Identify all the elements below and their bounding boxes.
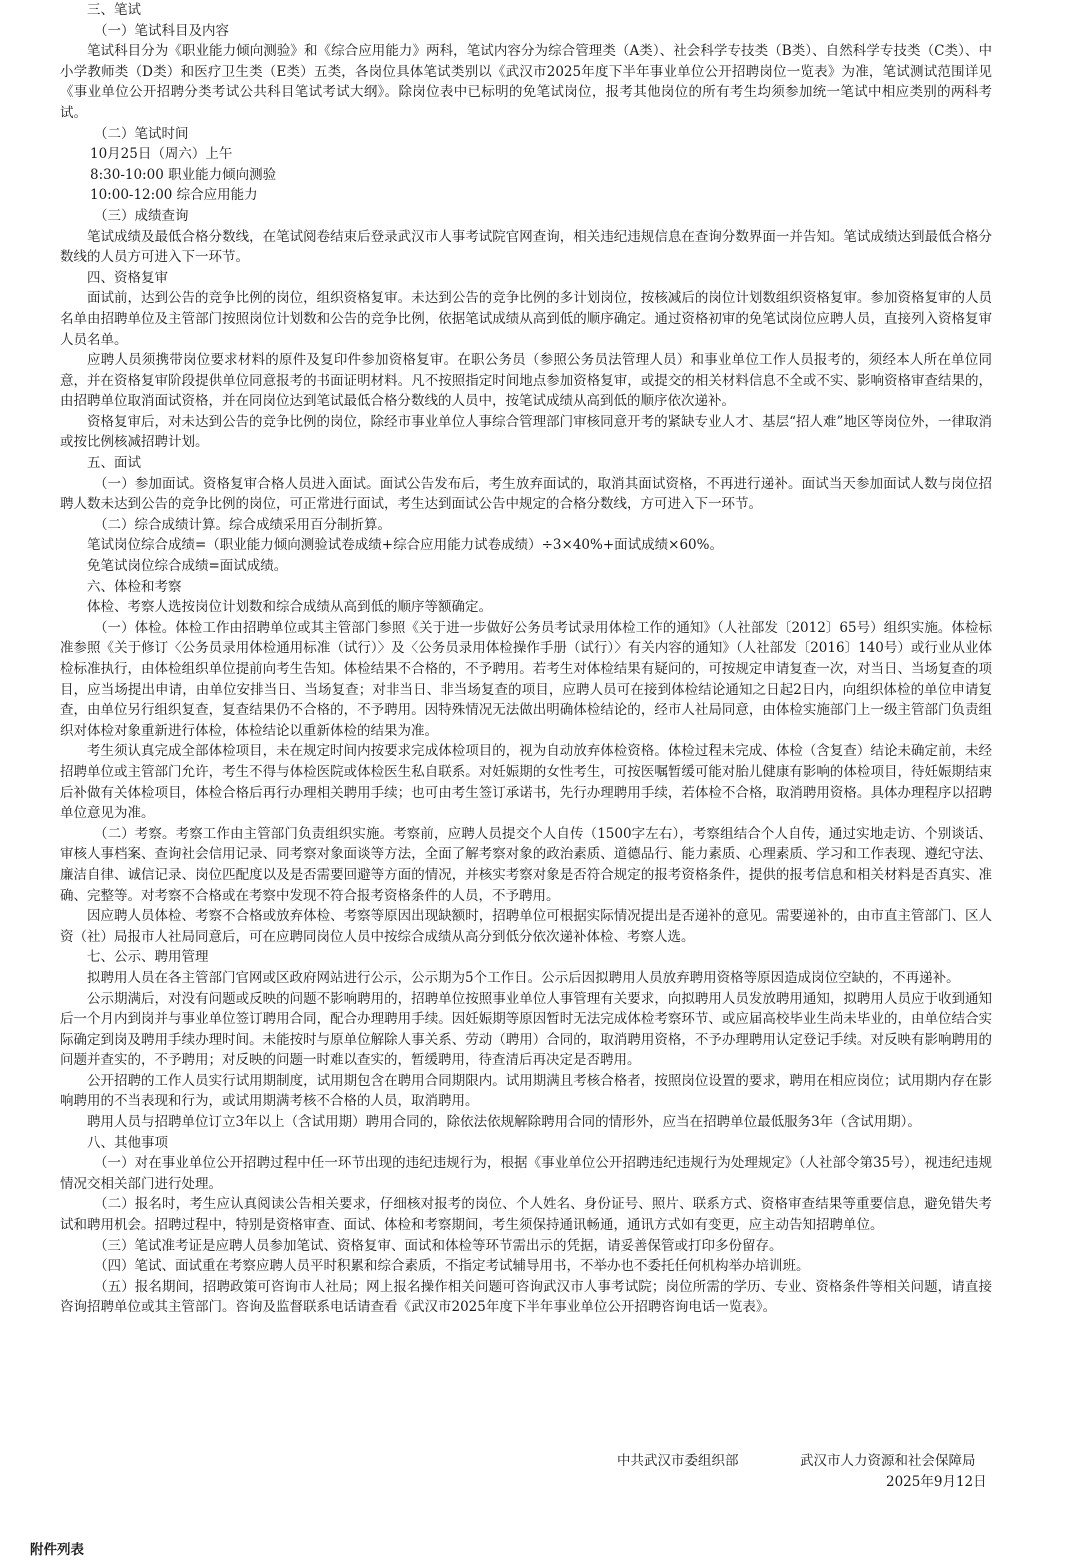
paragraph-service-term: 聘用人员与招聘单位订立3年以上（含试用期）聘用合同的，除依法依规解除聘用合同的情形外，应当在招聘单位最低服务3年（含试用期）。 — [87, 1114, 921, 1131]
paragraph-other-5: （五）报名期间，招聘政策可咨询市人社局；网上报名操作相关问题可咨询武汉市人事考试院；岗位所需的学历、专业、资格条件等相关问题，请直接咨询招聘单位或其主管部门。咨询及监督联系电话请查看《武汉市2025年度下半年事业单位公开招聘咨询电话一览表》。 — [60, 1278, 992, 1316]
paragraph-physical-1: （一）体检。体检工作由招聘单位或其主管部门参照《关于进一步做好公务员考试录用体检工作的通知》（人社部发〔2012〕65号）组织实施。体检标准参照《关于修订〈公务员录用体检通用标准（试行）〉及〈公务员录用体检操作手册（试行）〉有关内容的通知》（人社部发〔2016〕140号）或行业从业体检标准执行，由体检组织单位提前向考生告知。体检结果不合格的，不予聘用。若考生对体检结果有疑问的，可按规定申请复查一次，对当日、当场复查的项目，应当场提出申请，由单位安排当日、当场复查；对非当日、非当场复查的项目，应聘人员可在接到体检结论通知之日起2日内，向组织体检的单位申请复查，由单位另行组织复查，复查结果仍不合格的，不予聘用。因特殊情况无法做出明确体检结论的，经市人社局同意，由体检实施部门上一级主管部门负责组织对体检对象重新进行体检，体检结论以重新体检的结果为准。 — [60, 619, 992, 739]
subheading-exam-subjects: （一）笔试科目及内容 — [94, 22, 229, 39]
paragraph-probation: 公开招聘的工作人员实行试用期制度，试用期包含在聘用合同期限内。试用期满且考核合格者，按照岗位设置的要求，聘用在相应岗位；试用期内存在影响聘用的不当表现和行为，或试用期满考核不合格的人员，取消聘用。 — [60, 1072, 992, 1110]
paragraph-review-2: 应聘人员须携带岗位要求材料的原件及复印件参加资格复审。在职公务员（参照公务员法管理人员）和事业单位工作人员报考的，须经本人所在单位同意，并在资格复审阶段提供单位同意报考的书面证明材料。凡不按照指定时间地点参加资格复审，或提交的相关材料信息不全或不实、影响资格审查结果的，由招聘单位取消面试资格，并在同岗位达到笔试最低合格分数线的人员中，按笔试成绩从高到低的顺序依次递补。 — [60, 352, 992, 410]
issuer-organization-department: 中共武汉市委组织部 — [617, 1453, 739, 1469]
section-heading-written-exam: 三、笔试 — [87, 2, 141, 18]
paragraph-publicity-2: 公示期满后，对没有问题或反映的问题不影响聘用的，招聘单位按照事业单位人事管理有关要求，向拟聘用人员发放聘用通知，拟聘用人员应于收到通知后一个月内到岗并与事业单位签订聘用合同，配合办理聘用手续。因妊娠期等原因暂时无法完成体检考察环节、或应届高校毕业生尚未毕业的，由单位结合实际确定到岗及聘用手续办理时间。未能按时与原单位解除人事关系、劳动（聘用）合同的，取消聘用资格，不予办理聘用认定登记手续。对反映有影响聘用的问题并查实的，不予聘用；对反映的问题一时难以查实的，暂缓聘用，待查清后再决定是否聘用。 — [60, 990, 992, 1069]
paragraph-exam-subjects: 笔试科目分为《职业能力倾向测验》和《综合应用能力》两科，笔试内容分为综合管理类（A类）、社会科学专技类（B类）、自然科学专技类（C类）、中小学教师类（D类）和医疗卫生类（E类）五类，各岗位具体笔试类别以《武汉市2025年度下半年事业单位公开招聘岗位一览表》为准，笔试测试范围详见《事业单位公开招聘分类考试公共科目笔试考试大纲》。除岗位表中已标明的免笔试岗位，报考其他岗位的所有考生均须参加统一笔试中相应类别的两科考试。 — [60, 43, 992, 121]
paragraph-review-3: 资格复审后，对未达到公告的竞争比例的岗位，除经市事业单位人事综合管理部门审核同意开考的紧缺专业人才、基层“招人难”地区等岗位外，一律取消或按比例核减招聘计划。 — [60, 413, 992, 451]
paragraph-interview-1: （一）参加面试。资格复审合格人员进入面试。面试公告发布后，考生放弃面试的，取消其面试资格，不再进行递补。面试当天参加面试人数与岗位招聘人数未达到公告的竞争比例的岗位，可正常进行面试，考生达到面试公告中规定的合格分数线，方可进入下一环节。 — [60, 475, 992, 513]
paragraph-score-query: 笔试成绩及最低合格分数线，在笔试阅卷结束后登录武汉市人事考试院官网查询，相关违纪违规信息在查询分数界面一并告知。笔试成绩达到最低合格分数线的人员方可进入下一环节。 — [60, 228, 992, 266]
subheading-exam-time: （二）笔试时间 — [94, 125, 189, 142]
paragraph-physical-intro: 体检、考察人选按岗位计划数和综合成绩从高到低的顺序等额确定。 — [87, 599, 492, 616]
paragraph-interview-2: （二）综合成绩计算。综合成绩采用百分制折算。 — [94, 516, 391, 533]
paragraph-publicity-1: 拟聘用人员在各主管部门官网或区政府网站进行公示，公示期为5个工作日。公示后因拟聘用人员放弃聘用资格等原因造成岗位空缺的，不再递补。 — [87, 969, 960, 986]
section-heading-interview: 五、面试 — [87, 455, 141, 472]
paragraph-physical-2: 考生须认真完成全部体检项目，未在规定时间内按要求完成体检项目的，视为自动放弃体检资格。体检过程未完成、体检（含复查）结论未确定前，未经招聘单位或主管部门允许，考生不得与体检医院或体检医生私自联系。对妊娠期的女性考生，可按医嘱暂缓可能对胎儿健康有影响的体检项目，待妊娠期结束后补做有关体检项目，体检合格后再行办理相关聘用手续；也可由考生签订承诺书，先行办理聘用手续，若体检不合格，取消聘用资格。具体办理程序以招聘单位意见为准。 — [60, 743, 992, 822]
formula-written-post: 笔试岗位综合成绩=（职业能力倾向测验试卷成绩+综合应用能力试卷成绩）÷3×40%+面试成绩×60%。 — [87, 537, 723, 554]
issue-date: 2025年9月12日 — [886, 1474, 987, 1490]
exam-date: 10月25日（周六）上午 — [90, 146, 233, 163]
exam-slot-1: 8:30-10:00 职业能力倾向测验 — [90, 166, 277, 183]
section-heading-physical-exam: 六、体检和考察 — [87, 578, 182, 595]
paragraph-vacancy-fill: 因应聘人员体检、考察不合格或放弃体检、考察等原因出现缺额时，招聘单位可根据实际情况提出是否递补的意见。需要递补的，由市直主管部门、区人资（社）局报市人社局同意后，可在应聘同岗位人员中按综合成绩从高分到低分依次递补体检、考察人选。 — [60, 908, 992, 945]
paragraph-other-4: （四）笔试、面试重在考察应聘人员平时积累和综合素质，不指定考试辅导用书，不举办也不委托任何机构举办培训班。 — [94, 1258, 810, 1275]
section-heading-other-matters: 八、其他事项 — [87, 1134, 168, 1151]
paragraph-other-2: （二）报名时，考生应认真阅读公告相关要求，仔细核对报考的岗位、个人姓名、身份证号、照片、联系方式、资格审查结果等重要信息，避免错失考试和聘用机会。招聘过程中，特别是资格审查、面试、体检和考察期间，考生须保持通讯畅通，通讯方式如有变更，应主动告知招聘单位。 — [60, 1196, 992, 1234]
subheading-score-query: （三）成绩查询 — [94, 207, 189, 224]
announcement-body — [60, 0, 992, 1318]
paragraph-other-3: （三）笔试准考证是应聘人员参加笔试、资格复审、面试和体检等环节需出示的凭据，请妥善保管或打印多份留存。 — [94, 1237, 783, 1254]
paragraph-other-1: （一）对在事业单位公开招聘过程中任一环节出现的违纪违规行为，根据《事业单位公开招聘违纪违规行为处理规定》（人社部令第35号），视违纪违规情况交相关部门进行处理。 — [60, 1155, 992, 1192]
issuer-hr-bureau: 武汉市人力资源和社会保障局 — [800, 1453, 976, 1469]
signature-block — [0, 1451, 1080, 1501]
section-heading-qualification-review: 四、资格复审 — [87, 269, 168, 286]
formula-no-written-post: 免笔试岗位综合成绩=面试成绩。 — [87, 558, 288, 575]
annex-list-heading: 附件列表 — [30, 1542, 84, 1558]
paragraph-review-1: 面试前，达到公告的竞争比例的岗位，组织资格复审。未达到公告的竞争比例的多计划岗位，按核减后的岗位计划数组织资格复审。参加资格复审的人员名单由招聘单位及主管部门按照岗位计划数和公告的竞争比例，依据笔试成绩从高到低的顺序确定。通过资格初审的免笔试岗位应聘人员，直接列入资格复审人员名单。 — [60, 290, 992, 348]
paragraph-inspection: （二）考察。考察工作由主管部门负责组织实施。考察前，应聘人员提交个人自传（1500字左右），考察组结合个人自传，通过实地走访、个别谈话、审核人事档案、查询社会信用记录、同考察对象面谈等方法，全面了解考察对象的政治素质、道德品行、能力素质、心理素质、学习和工作表现、遵纪守法、廉洁自律、诚信记录、岗位匹配度以及是否需要回避等方面的情况，并核实考察对象是否符合规定的报考资格条件，提供的报考信息和相关材料是否真实、准确、完整等。对考察不合格或在考察中发现不符合报考资格条件的人员，不予聘用。 — [60, 825, 992, 904]
section-heading-publicity: 七、公示、聘用管理 — [87, 949, 209, 966]
exam-slot-2: 10:00-12:00 综合应用能力 — [90, 187, 258, 204]
